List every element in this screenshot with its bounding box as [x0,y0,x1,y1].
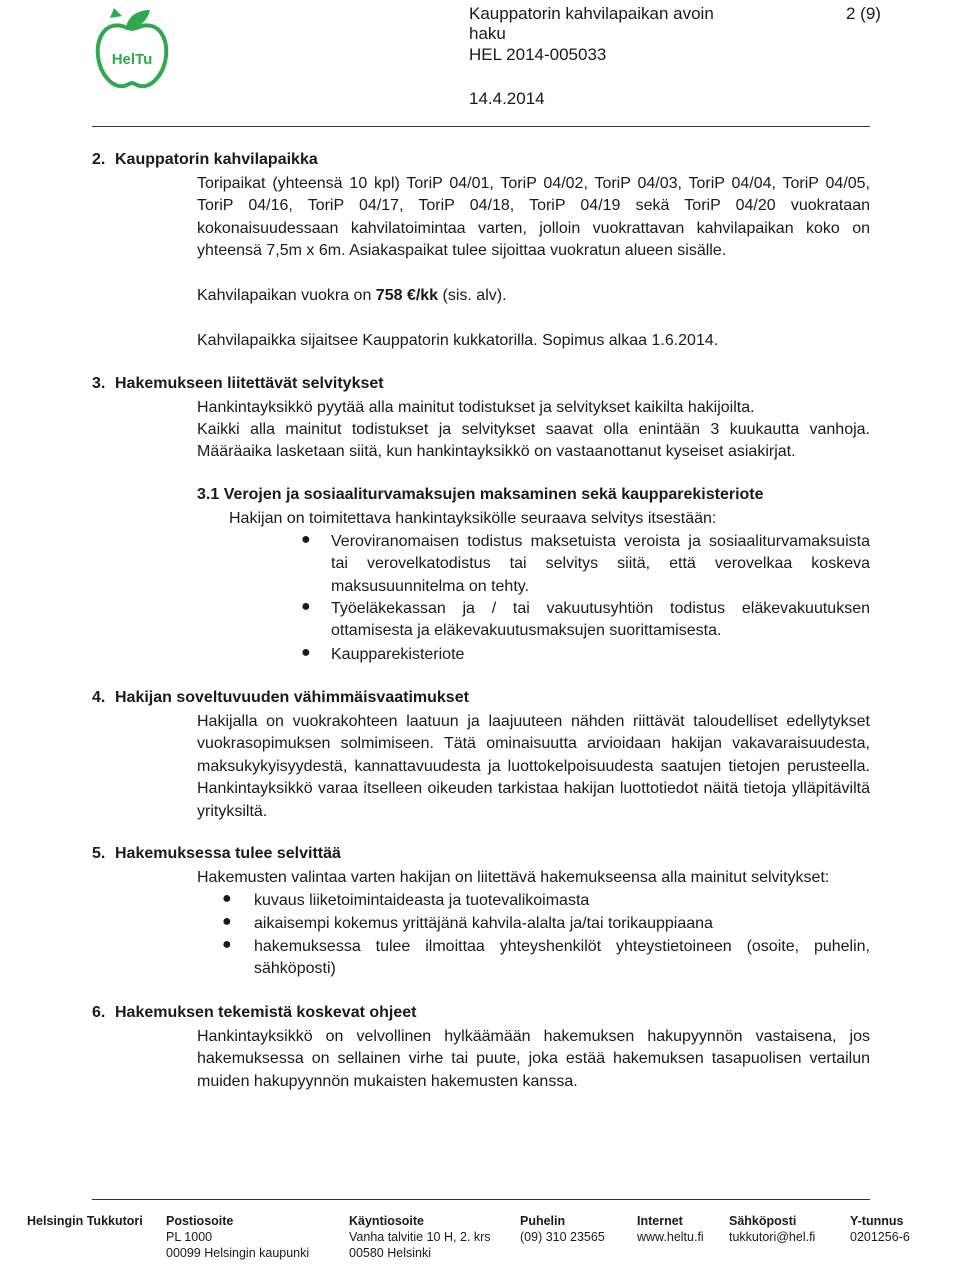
section-6-paragraph: Hankintayksikkö on velvollinen hylkäämään hakemuksen hakupyynnön vastaisena, jos hakemuksessa on sellainen virhe tai puute, joka estää hakemuksen tasapuolisen vertailun muiden hakupyynnön mukaisten hakemusten kanssa. [197,1028,870,1090]
bullet-icon: ● [222,913,232,930]
footer-org: Helsingin Tukkutori [27,1214,143,1228]
page-number: 2 (9) [846,4,881,23]
footer-email-heading: Sähköposti [729,1214,797,1228]
list-item: Kaupparekisteriote [331,646,465,663]
section-3-line-2: Kaikki alla mainitut todistukset ja selvitykset saavat olla enintään 3 kuukautta vanhoja. [197,421,870,438]
section-3-line-3: Määräaika lasketaan siitä, kun hankintayksikkö on vastaanottanut kyseiset asiakirjat. [197,443,796,460]
bullet-icon: ● [222,936,232,953]
section-5-title: Hakemuksessa tulee selvittää [115,845,341,862]
footer-postal-line-2: 00099 Helsingin kaupunki [166,1246,310,1260]
footer-visit-line-2: 00580 Helsinki [349,1246,431,1260]
bullet-icon: ● [301,531,311,548]
list-item: kuvaus liiketoimintaideasta ja tuotevalikoimasta [254,892,590,909]
list-item: Veroviranomaisen todistus maksetuista veroista ja sosiaaliturvamaksuista tai verovelkatodistus tai selvitys siitä, että verovelkaa koskeva maksusuunnitelma on tehty. [331,533,870,595]
list-item: aikaisempi kokemus yrittäjänä kahvila-alalta ja/tai torikauppiaana [254,915,713,932]
footer-phone-heading: Puhelin [520,1214,566,1228]
bullet-icon: ● [301,598,311,615]
section-5-number: 5. [92,845,106,862]
rent-amount: 758 €/kk [375,287,439,304]
bullet-icon: ● [222,890,232,907]
list-item: Työeläkekassan ja / tai vakuutusyhtiön todistus eläkevakuutuksen ottamisesta ja eläkevakuutusmaksujen suorittamisesta. [331,600,870,640]
footer-divider [92,1199,870,1200]
doc-title-cont: haku [469,24,506,43]
section-3-title: Hakemukseen liitettävät selvitykset [115,375,384,392]
footer-visit-heading: Käyntiosoite [349,1214,425,1228]
section-6-title: Hakemuksen tekemistä koskevat ohjeet [115,1004,417,1021]
footer-ytunnus-heading: Y-tunnus [850,1214,904,1228]
footer-web: www.heltu.fi [637,1230,704,1244]
section-3-line-1: Hankintayksikkö pyytää alla mainitut todistukset ja selvitykset kaikilta hakijoilta. [197,399,755,416]
section-4-title: Hakijan soveltuvuuden vähimmäisvaatimukset [115,689,469,706]
list-item: hakemuksessa tulee ilmoittaa yhteyshenkilöt yhteystietoineen (osoite, puhelin, sähköposti) [254,938,870,978]
section-2-rent [197,285,870,307]
heltu-logo [92,4,172,92]
section-2-title: Kauppatorin kahvilapaikka [115,151,318,168]
doc-reference: HEL 2014-005033 [469,45,607,64]
doc-date: 14.4.2014 [469,89,545,108]
section-4-number: 4. [92,689,106,706]
section-3-number: 3. [92,375,106,392]
rent-vat: (sis. alv). [442,287,507,304]
section-6-number: 6. [92,1004,106,1021]
section-4-paragraph: Hakijalla on vuokrakohteen laatuun ja laajuuteen nähden riittävät taloudelliset edellytykset vuokrasopimuksen solmimiseen. Tätä ominaisuutta arvioidaan hakijan vakavaraisuudesta, maksukykyisyydestä, kannattavuudesta ja luottokelpoisuudesta saatujen tietojen perusteella. Hankintayksikkö varaa itselleen oikeuden tarkistaa hakijan luottotiedot näitä tietoja ylläpitäviltä yrityksiltä. [197,713,870,820]
footer-email: tukkutori@hel.fi [729,1230,816,1244]
section-3-1-intro: Hakijan on toimitettava hankintayksikölle seuraava selvitys itsestään: [229,510,717,527]
section-2-paragraph: Toripaikat (yhteensä 10 kpl) ToriP 04/01, ToriP 04/02, ToriP 04/03, ToriP 04/04, ToriP 04/05, ToriP 04/16, ToriP 04/17, ToriP 04/18, ToriP 04/19 sekä ToriP 04/20 vuokrataan kokonaisuudessaan kahvilatoimintaa varten, jolloin vuokrattavan kahvilapaikan koko on yhteensä 7,5m x 6m. Asiakaspaikat tulee sijoittaa vuokratun alueen sisälle. [197,175,870,260]
section-5-intro: Hakemusten valintaa varten hakijan on liitettävä hakemukseensa alla mainitut selvitykset: [197,869,830,886]
footer-postal-line-1: PL 1000 [166,1230,213,1244]
doc-title: Kauppatorin kahvilapaikan avoin [469,4,714,23]
svg-text:HelTu: HelTu [111,51,153,68]
bullet-icon: ● [301,644,311,661]
footer-web-heading: Internet [637,1214,683,1228]
section-3-1-title: 3.1 Verojen ja sosiaaliturvamaksujen maksaminen sekä kaupparekisteriote [197,486,764,503]
footer-postal-heading: Postiosoite [166,1214,234,1228]
section-2-location: Kahvilapaikka sijaitsee Kauppatorin kukkatorilla. Sopimus alkaa 1.6.2014. [197,332,719,349]
footer-ytunnus: 0201256-6 [850,1230,910,1244]
section-2-number: 2. [92,151,106,168]
header-divider [92,126,870,127]
footer-visit-line-1: Vanha talvitie 10 H, 2. krs [349,1230,491,1244]
rent-text: Kahvilapaikan vuokra on [197,287,372,304]
footer-phone: (09) 310 23565 [520,1230,605,1244]
